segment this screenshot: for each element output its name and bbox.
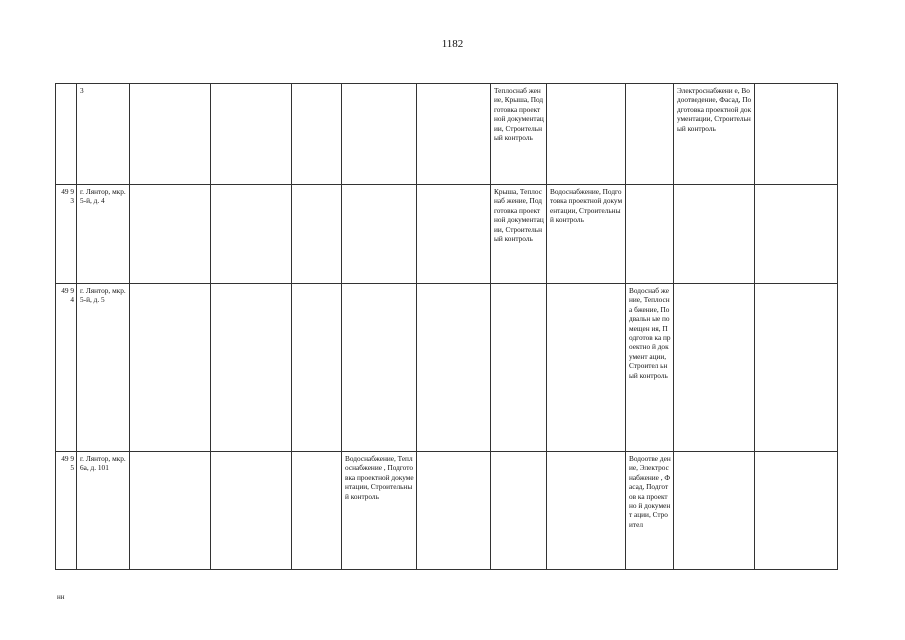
table-cell bbox=[755, 452, 838, 570]
table-cell bbox=[292, 84, 342, 185]
table-cell: Водоотве дение, Электрос набжение , Фасад, Подготов ка проектно й документ ации, Строител bbox=[626, 452, 674, 570]
table-cell bbox=[417, 452, 491, 570]
footer-mark: нн bbox=[57, 593, 65, 601]
address-cell: 3 bbox=[77, 84, 130, 185]
address-cell: г. Лянтор, мкр. 5-й, д. 4 bbox=[77, 185, 130, 284]
table-cell bbox=[417, 84, 491, 185]
table-cell bbox=[342, 284, 417, 452]
table-cell bbox=[674, 185, 755, 284]
table-cell bbox=[292, 284, 342, 452]
table-cell: Теплоснаб жение, Крыша, Подготовка проектной документац ии, Строительн ый контроль bbox=[491, 84, 547, 185]
table-cell: Водоснаб жение, Теплосна бжение, Подвальн ые помещен ия, Подготов ка проектно й документ ации, Строител ьный контроль bbox=[626, 284, 674, 452]
table-cell: Водоснабжение, Теплоснабжение , Подготовка проектной документации, Строительный контроль bbox=[342, 452, 417, 570]
table-cell bbox=[755, 185, 838, 284]
table-cell bbox=[755, 84, 838, 185]
table-cell bbox=[674, 452, 755, 570]
address-cell: г. Лянтор, мкр. 6а, д. 101 bbox=[77, 452, 130, 570]
table-cell bbox=[342, 84, 417, 185]
table-cell bbox=[626, 84, 674, 185]
table-cell bbox=[130, 452, 211, 570]
table-cell bbox=[342, 185, 417, 284]
table-cell bbox=[547, 452, 626, 570]
address-cell: г. Лянтор, мкр. 5-й, д. 5 bbox=[77, 284, 130, 452]
table-cell bbox=[211, 185, 292, 284]
table-row bbox=[56, 84, 838, 185]
row-number-cell: 49 94 bbox=[56, 284, 77, 452]
table-cell bbox=[292, 185, 342, 284]
table-cell bbox=[211, 84, 292, 185]
table-cell: Электроснабжени е, Водоотведение, Фасад, Подготовка проектной документации, Строительный контроль bbox=[674, 84, 755, 185]
table-cell bbox=[211, 452, 292, 570]
table-cell bbox=[755, 284, 838, 452]
table-cell bbox=[211, 284, 292, 452]
row-number-cell bbox=[56, 84, 77, 185]
table-cell: Крыша, Теплоснаб жение, Подготовка проектной документац ии, Строительн ый контроль bbox=[491, 185, 547, 284]
table-cell bbox=[626, 185, 674, 284]
table-row bbox=[56, 185, 838, 284]
table-cell bbox=[491, 284, 547, 452]
table-cell bbox=[674, 284, 755, 452]
table-cell bbox=[130, 185, 211, 284]
table-cell bbox=[547, 284, 626, 452]
table-cell bbox=[417, 284, 491, 452]
table-row bbox=[56, 284, 838, 452]
table-cell bbox=[547, 84, 626, 185]
page-number: 1182 bbox=[441, 38, 464, 50]
row-number-cell: 49 93 bbox=[56, 185, 77, 284]
table-cell bbox=[130, 84, 211, 185]
table-row bbox=[56, 452, 838, 570]
table-cell bbox=[130, 284, 211, 452]
work-schedule-table bbox=[55, 83, 838, 570]
table-cell bbox=[417, 185, 491, 284]
table-cell: Водоснабжение, Подготовка проектной документации, Строительный контроль bbox=[547, 185, 626, 284]
table-cell bbox=[292, 452, 342, 570]
table-cell bbox=[491, 452, 547, 570]
row-number-cell: 49 95 bbox=[56, 452, 77, 570]
